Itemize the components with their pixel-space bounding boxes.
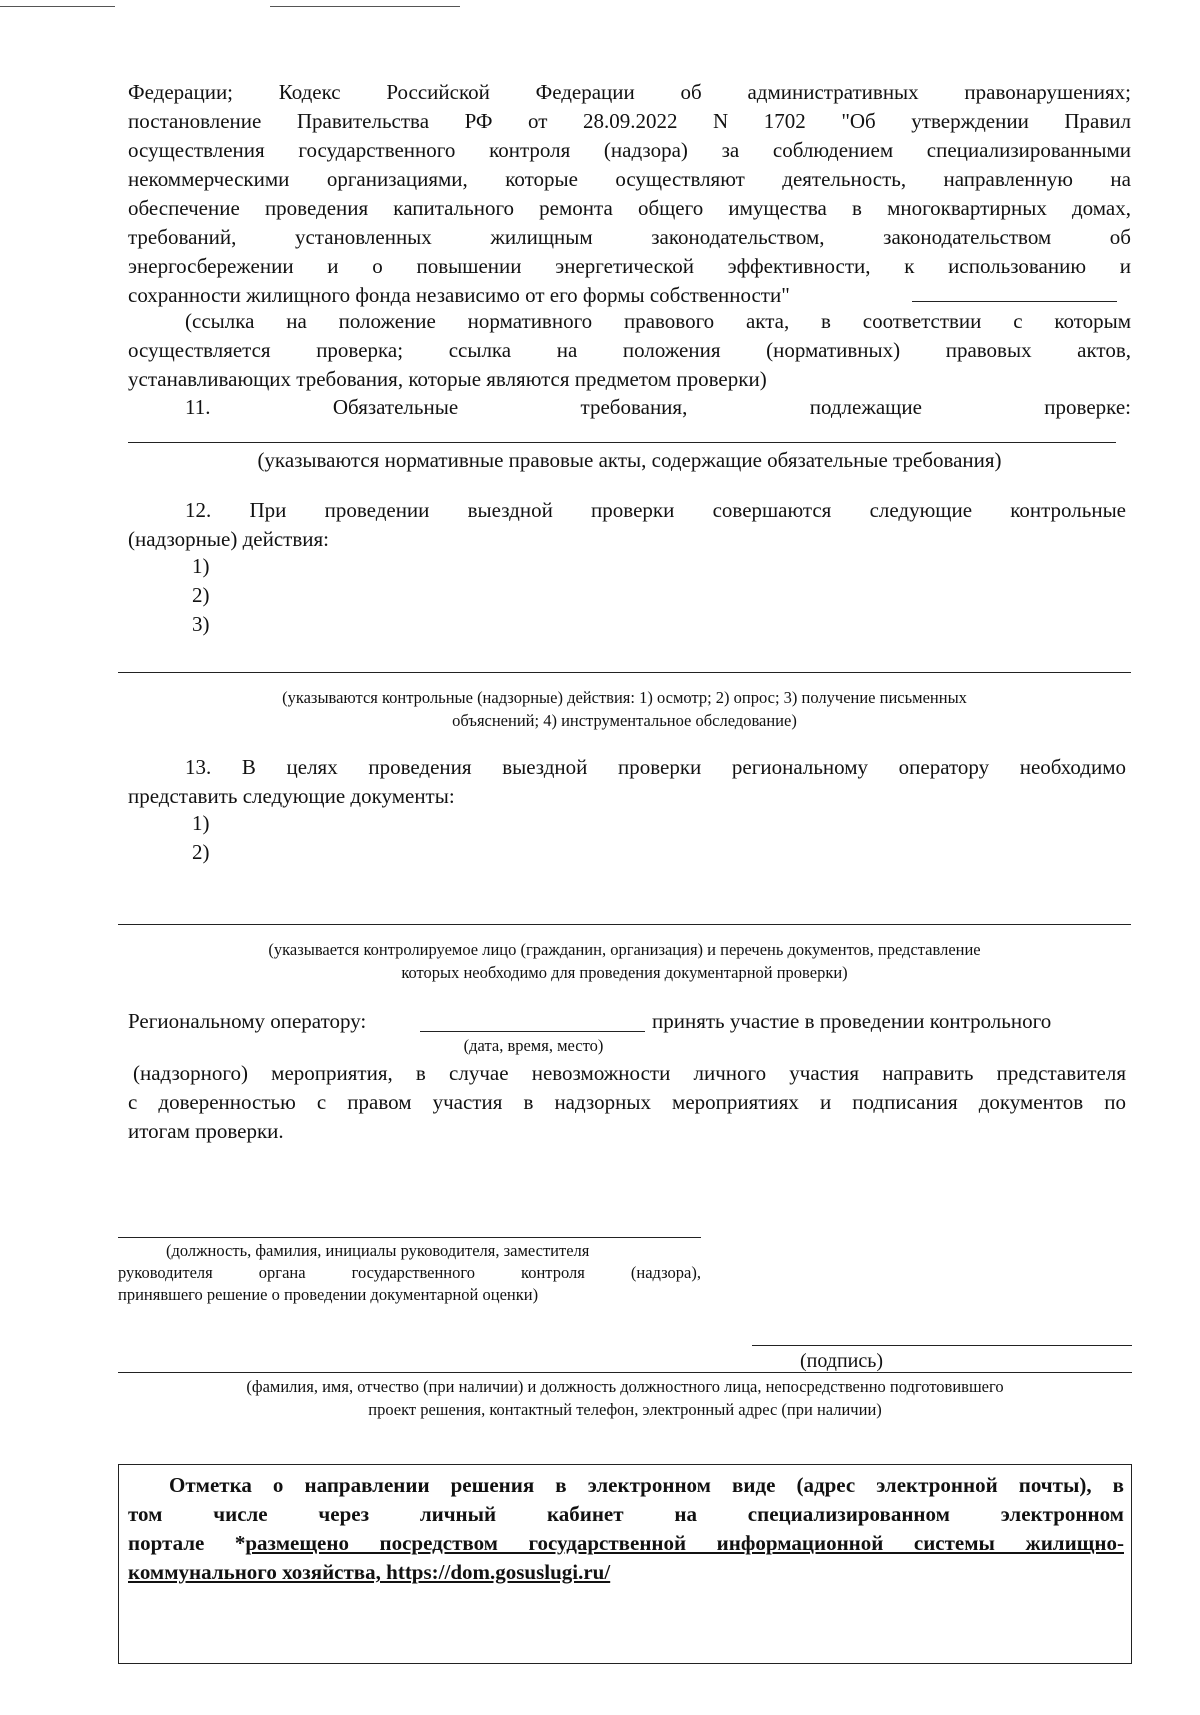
text-line: осуществления государственного контроля (надзора) за соблюдением специализированными	[128, 138, 1131, 162]
operator-fill-line[interactable]	[420, 1031, 645, 1032]
note-line: (указываются контрольные (надзорные) действия: 1) осмотр; 2) опрос; 3) получение письменных	[282, 688, 967, 707]
text-line: (ссылка на положение нормативного правового акта, в соответствии с которым	[185, 309, 1131, 333]
head-note	[118, 1240, 701, 1306]
text-line: руководителя органа государственного контроля (надзора),	[118, 1263, 701, 1282]
top-edge-mark	[270, 6, 460, 7]
paragraph-10-note	[128, 307, 1131, 394]
text-line: принявшего решение о проведении документарной оценки)	[118, 1285, 539, 1304]
text-line: том числе через личный кабинет на специализированном электронном	[128, 1502, 1124, 1526]
item-12-note	[118, 686, 1131, 732]
text-line: 13. В целях проведения выездной проверки региональному оператору необходимо	[185, 755, 1126, 779]
text-line: устанавливающих требования, которые являются предметом проверки)	[128, 367, 767, 391]
text-line: итогам проверки.	[128, 1119, 284, 1143]
text-line: 12. При проведении выездной проверки совершаются следующие контрольные	[185, 498, 1126, 522]
list-item: 3)	[192, 612, 210, 636]
list-item: 2)	[192, 583, 210, 607]
text-line: сохранности жилищного фонда независимо от его формы собственности"	[128, 283, 790, 307]
paragraph-10	[128, 78, 1131, 310]
text-line	[128, 1529, 1124, 1558]
item-11	[185, 393, 1131, 422]
item-11-note	[128, 446, 1131, 475]
text-line: (надзорные) действия:	[128, 527, 329, 551]
list-item: 2)	[192, 840, 210, 864]
operator-label: Региональному оператору:	[128, 1009, 367, 1033]
text-line: обеспечение проведения капитального ремонта общего имущества в многоквартирных домах,	[128, 196, 1131, 220]
official-note	[118, 1375, 1132, 1421]
text-line: с доверенностью с правом участия в надзорных мероприятиях и подписания документов по	[128, 1090, 1126, 1114]
signature-line[interactable]	[752, 1345, 1132, 1346]
note-line: объяснений; 4) инструментальное обследование)	[452, 711, 797, 730]
item-11-text: 11. Обязательные требования, подлежащие проверке:	[185, 395, 1131, 419]
item-11-fill-line	[128, 442, 1116, 443]
note-line: проект решения, контактный телефон, электронный адрес (при наличии)	[368, 1400, 882, 1419]
list-item: 1)	[192, 811, 210, 835]
signature-label: (подпись)	[800, 1350, 884, 1372]
list-item: 1)	[192, 554, 210, 578]
text-line: (должность, фамилия, инициалы руководителя, заместителя	[166, 1241, 590, 1260]
gis-link[interactable]: коммунального хозяйства, https://dom.gosuslugi.ru/	[128, 1560, 611, 1584]
item-12-fill-line	[118, 672, 1131, 673]
text-line: требований, установленных жилищным законодательством, законодательством об	[128, 225, 1131, 249]
electronic-notice-text	[128, 1471, 1124, 1587]
operator-text	[128, 1059, 1126, 1146]
text-line: Федерации; Кодекс Российской Федерации об административных правонарушениях;	[128, 80, 1131, 104]
text-line: постановление Правительства РФ от 28.09.2022 N 1702 "Об утверждении Правил	[128, 109, 1131, 133]
official-fill-line	[118, 1372, 1132, 1373]
item-13-fill-line	[118, 924, 1131, 925]
note-line: которых необходимо для проведения документарной проверки)	[401, 963, 848, 982]
head-fill-line	[118, 1237, 701, 1238]
item-13-note	[118, 938, 1131, 984]
item-12-list	[192, 552, 210, 639]
text-line: энергосбережении и о повышении энергетической эффективности, к использованию и	[128, 254, 1131, 278]
text-line	[128, 1558, 1124, 1587]
portal-prefix: портале *	[128, 1531, 246, 1555]
text-line: (надзорного) мероприятия, в случае невозможности личного участия направить представителя	[133, 1061, 1126, 1085]
top-edge-mark	[0, 6, 115, 7]
blank-fill-line	[912, 301, 1117, 302]
operator-hint: (дата, время, место)	[463, 1036, 604, 1055]
gis-link-part[interactable]: размещено посредством государственной информационной системы жилищно-	[245, 1531, 1124, 1555]
item-11-note-text: (указываются нормативные правовые акты, содержащие обязательные требования)	[257, 448, 1002, 472]
note-line: (указывается контролируемое лицо (гражданин, организация) и перечень документов, представление	[268, 940, 981, 959]
item-12	[128, 496, 1126, 554]
text-line: осуществляется проверка; ссылка на положения (нормативных) правовых актов,	[128, 338, 1131, 362]
text-line: Отметка о направлении решения в электронном виде (адрес электронной почты), в	[169, 1473, 1124, 1497]
text-line: представить следующие документы:	[128, 784, 455, 808]
operator-after: принять участие в проведении контрольного	[652, 1009, 1052, 1033]
item-13	[128, 753, 1126, 811]
item-13-list	[192, 809, 210, 867]
note-line: (фамилия, имя, отчество (при наличии) и должность должностного лица, непосредственно подготовившего	[246, 1377, 1004, 1396]
text-line: некоммерческими организациями, которые осуществляют деятельность, направленную на	[128, 167, 1131, 191]
